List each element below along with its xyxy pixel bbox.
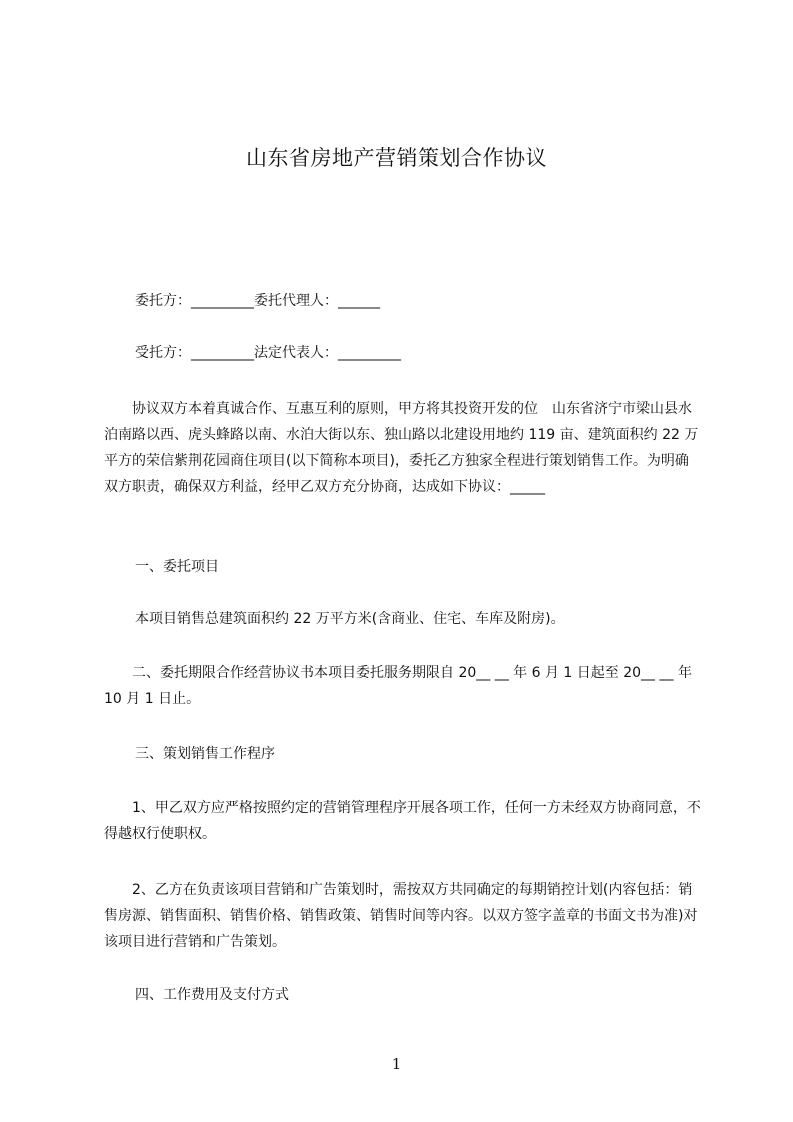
- section3-item-1: 1、甲乙双方应严格按照约定的营销管理程序开展各项工作，任何一方未经双方协商同意，不得越权行使职权。: [104, 800, 701, 842]
- section3-heading: 三、策划销售工作程序: [135, 746, 275, 762]
- trustee-line: 受托方：_________法定代表人：_________: [135, 345, 401, 361]
- page-number: 1: [391, 1055, 402, 1073]
- section1-heading: 一、委托项目: [135, 559, 219, 575]
- section2-paragraph: 二、委托期限合作经营协议书本项目委托服务期限自 20__ __ 年 6 月 1 日起至 20__ __ 年 10 月 1 日止。: [104, 665, 692, 707]
- section4-heading: 四、工作费用及支付方式: [135, 987, 289, 1003]
- principal-line: 委托方：_________委托代理人：______: [135, 293, 380, 309]
- section1-body: 本项目销售总建筑面积约 22 万平方米(含商业、住宅、车库及附房)。: [135, 611, 565, 627]
- document-title: 山东省房地产营销策划合作协议: [246, 146, 547, 170]
- intro-paragraph: 协议双方本着真诚合作、互惠互利的原则，甲方将其投资开发的位 山东省济宁市梁山县水泊南路以西、虎头蜂路以南、水泊大街以东、独山路以北建设用地约 119 亩、建筑面积约 22 万平方的荣信紫荆花园商住项目(以下简称本项目)，委托乙方独家全程进行策划销售工作。为明确双方职责，确保双方利益，经甲乙双方充分协商，达成如下协议：_____: [104, 401, 699, 495]
- section3-item-2: 2、乙方在负责该项目营销和广告策划时，需按双方共同确定的每期销控计划(内容包括：销售房源、销售面积、销售价格、销售政策、销售时间等内容。以双方签字盖章的书面文书为准)对该项目进行营销和广告策划。: [104, 882, 698, 950]
